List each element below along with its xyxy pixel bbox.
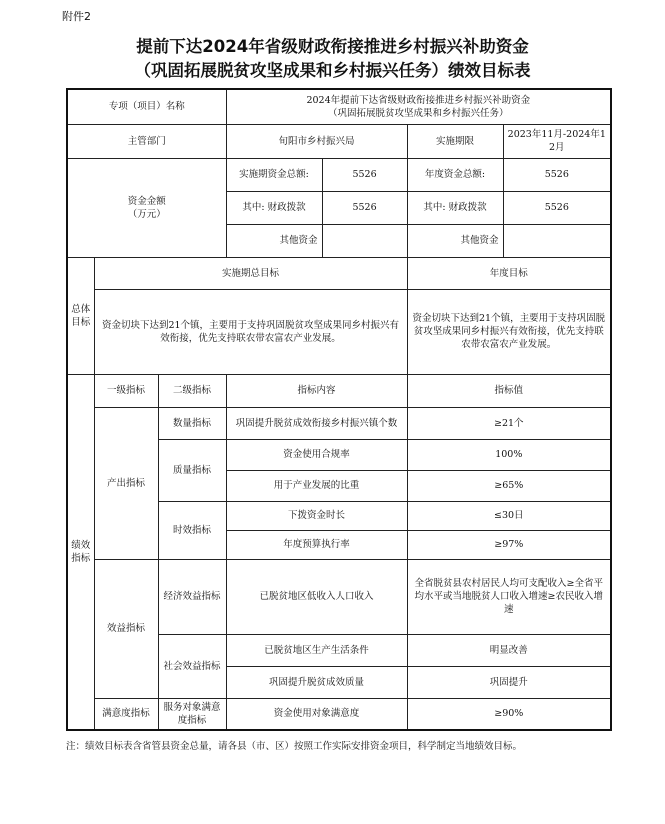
period-value: 2023年11月-2024年12月	[503, 124, 611, 158]
annual-total-funds-value: 5526	[503, 158, 611, 191]
indicator-value-r6: 全省脱贫县农村居民人均可支配收入≥全省平均水平或当地脱贫人口收入增速≥农民收入增速	[407, 559, 611, 634]
funds-label-line1: 资金金额	[127, 195, 166, 207]
level1-indicator-header: 一级指标	[94, 374, 158, 407]
annual-other-funds-value	[503, 224, 611, 257]
annual-total-funds-label: 年度资金总额:	[407, 158, 503, 191]
output-indicator-label: 产出指标	[94, 407, 158, 559]
total-funds-value: 5526	[322, 158, 407, 191]
indicator-value-r5: ≥97%	[407, 530, 611, 559]
annual-target-header: 年度目标	[407, 257, 611, 289]
period-target-header: 实施期总目标	[94, 257, 407, 289]
indicator-content-r9: 资金使用对象满意度	[226, 698, 407, 730]
indicator-value-r9: ≥90%	[407, 698, 611, 730]
indicator-value-r2: 100%	[407, 439, 611, 470]
indicator-content-r4: 下拨资金时长	[226, 501, 407, 530]
department-value: 旬阳市乡村振兴局	[226, 124, 407, 158]
indicator-value-r8: 巩固提升	[407, 666, 611, 698]
other-funds-label: 其他资金	[226, 224, 322, 257]
indicator-content-r6: 已脱贫地区低收入人口收入	[226, 559, 407, 634]
performance-target-table	[66, 88, 612, 731]
indicator-content-r2: 资金使用合规率	[226, 439, 407, 470]
benefit-indicator-label: 效益指标	[94, 559, 158, 698]
indicator-content-r5: 年度预算执行率	[226, 530, 407, 559]
quantity-indicator-label: 数量指标	[158, 407, 226, 439]
indicator-content-r1: 巩固提升脱贫成效衔接乡村振兴镇个数	[226, 407, 407, 439]
other-funds-value	[322, 224, 407, 257]
indicator-content-r3: 用于产业发展的比重	[226, 470, 407, 501]
fiscal-funds-value: 5526	[322, 191, 407, 224]
indicator-value-r7: 明显改善	[407, 634, 611, 666]
indicator-content-r7: 已脱贫地区生产生活条件	[226, 634, 407, 666]
footnote: 注：绩效目标表含省管县资金总量，请各县（市、区）按照工作实际安排资金项目，科学制定当地绩效目标。	[66, 741, 523, 752]
quality-indicator-label: 质量指标	[158, 439, 226, 501]
project-name-value-line1: 2024年提前下达省级财政衔接推进乡村振兴补助资金	[306, 94, 531, 106]
total-funds-label: 实施期资金总额:	[226, 158, 322, 191]
funds-label-line2: （万元）	[127, 208, 166, 220]
indicator-content-header: 指标内容	[226, 374, 407, 407]
indicator-value-header: 指标值	[407, 374, 611, 407]
period-target-text: 资金切块下达到21个镇，主要用于支持巩固脱贫攻坚成果同乡村振兴有效衔接，优先支持联农带农富农产业发展。	[94, 289, 407, 374]
annual-other-funds-label: 其他资金	[407, 224, 503, 257]
period-label: 实施期限	[407, 124, 503, 158]
table-title-line2: （巩固拓展脱贫攻坚成果和乡村振兴任务）绩效目标表	[134, 61, 531, 80]
attachment-label: 附件2	[62, 10, 91, 23]
economic-benefit-label: 经济效益指标	[158, 559, 226, 634]
department-label: 主管部门	[67, 124, 226, 158]
annual-fiscal-funds-value: 5526	[503, 191, 611, 224]
service-satisfaction-label: 服务对象满意度指标	[158, 698, 226, 730]
overall-target-side-label: 总体目标	[67, 257, 94, 374]
satisfaction-indicator-label: 满意度指标	[94, 698, 158, 730]
annual-target-text: 资金切块下达到21个镇，主要用于支持巩固脱贫攻坚成果同乡村振兴有效衔接，优先支持联农带农富农产业发展。	[407, 289, 611, 374]
project-name-value-line2: （巩固拓展脱贫攻坚成果和乡村振兴任务）	[328, 107, 509, 119]
project-name-label: 专项（项目）名称	[67, 89, 226, 124]
indicator-value-r3: ≥65%	[407, 470, 611, 501]
project-name-value	[226, 89, 611, 124]
timeliness-indicator-label: 时效指标	[158, 501, 226, 559]
indicator-content-r8: 巩固提升脱贫成效质量	[226, 666, 407, 698]
funds-label	[67, 158, 226, 257]
performance-indicator-side-label: 绩效指标	[67, 374, 94, 730]
indicator-value-r1: ≥21个	[407, 407, 611, 439]
fiscal-funds-label: 其中: 财政拨款	[226, 191, 322, 224]
level2-indicator-header: 二级指标	[158, 374, 226, 407]
indicator-value-r4: ≤30日	[407, 501, 611, 530]
social-benefit-label: 社会效益指标	[158, 634, 226, 698]
annual-fiscal-funds-label: 其中: 财政拨款	[407, 191, 503, 224]
table-title-line1: 提前下达2024年省级财政衔接推进乡村振兴补助资金	[136, 37, 529, 56]
